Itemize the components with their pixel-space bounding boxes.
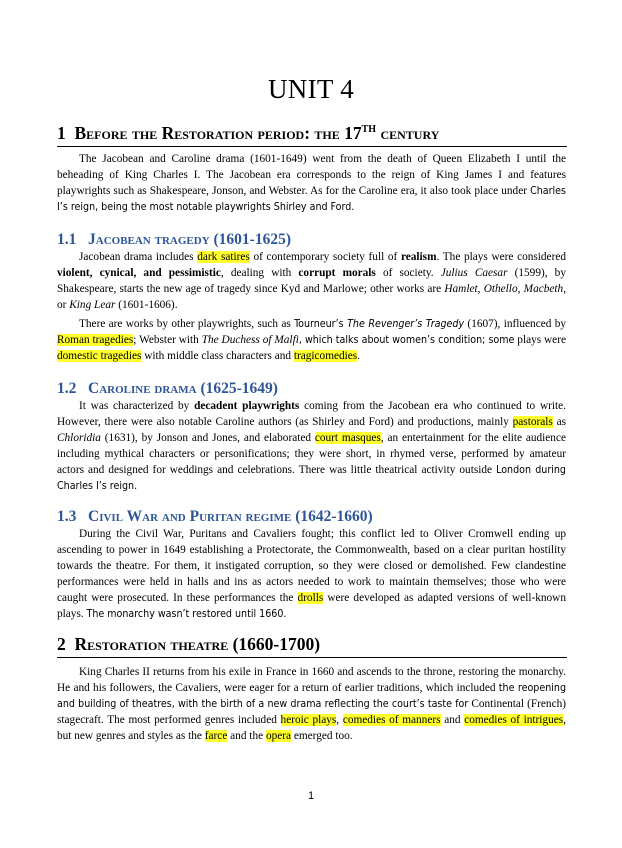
- text-run: of society.: [375, 267, 441, 279]
- subsection-1-3-paragraph: [57, 526, 566, 622]
- italic-title: Hamlet: [444, 283, 478, 295]
- italic-title: Chloridia: [57, 432, 101, 444]
- subsection-1-3-heading: [57, 508, 373, 526]
- subsection-1-1-paragraph-1: [57, 249, 566, 313]
- text-run: (1631), by Jonson and Jones, and elaborated: [100, 432, 315, 444]
- italic-title: The Revenger’s Tragedy: [347, 318, 465, 330]
- text-run: ,: [517, 283, 524, 295]
- text-run: There are works by other playwrights, such as: [79, 318, 295, 330]
- section-1-paragraph: [57, 151, 566, 215]
- highlight: comedies of manners: [342, 714, 441, 726]
- text-run: , which talks about women’s condition; some: [298, 334, 515, 346]
- text-run: coming from the Jacobean era who continued to write. However, there were also notable Caroline authors (as Shirley and Ford) and productions, mainly: [57, 400, 566, 428]
- text-run: Continental (French) stagecraft. The most performed genres included: [57, 698, 566, 726]
- highlight: drolls: [297, 592, 324, 604]
- section-1-heading: [57, 123, 567, 147]
- text-run: , dealing with: [220, 267, 299, 279]
- subsection-1-1-paragraph-2: [57, 316, 566, 364]
- highlight: farce: [204, 730, 228, 742]
- section-2-paragraph: [57, 664, 566, 744]
- text-run: , an entertainment for the elite audience including mythical characters or personifications; they were short, in rhymed verse, performed by amateur actors and designed for weddings and celebrations. There was little theatrical activity outside: [57, 432, 566, 476]
- section-2-title-b: (1660-1700): [228, 634, 321, 654]
- section-1-title-a: Before the: [74, 123, 162, 143]
- text-run: The monarchy wasn’t restored until 1660.: [86, 608, 287, 620]
- text-run: plays were: [514, 334, 566, 346]
- highlight: heroic plays: [280, 714, 337, 726]
- text-run: the reopening and building of theatres, with the birth of a new drama reflecting the court’s taste for: [57, 682, 567, 710]
- text-run: . The plays were considered: [436, 251, 566, 263]
- text-run: , but new genres and styles as the: [57, 714, 566, 742]
- subsection-1-2-heading: [57, 380, 278, 398]
- text-run: Tourneur’s: [294, 318, 348, 330]
- section-2-title-a: Restoration theatre: [74, 634, 229, 654]
- section-1-title-b: Restoration period: the 17: [161, 123, 362, 143]
- section-1-title-sup: TH: [361, 124, 377, 136]
- highlight: Roman tragedies: [57, 334, 134, 346]
- italic-title: King Lear: [69, 299, 116, 311]
- text-run: During the Civil War, Puritans and Cavaliers fought; this conflict led to Oliver Cromwell ending up ascending to power in 1649 establishing a Protectorate, the Commonwealth, based on a clear puritan hostility towards the theatre. For them, it instigated corruption, so they were closed or demolished. Few clandestine performances were held in halls and ins as actors needed to work to maintain themselves; those who were caught were prosecuted. In these performances the: [57, 528, 566, 604]
- text-run: as: [552, 416, 566, 428]
- subsection-1-2-paragraph: [57, 398, 566, 494]
- italic-title: Macbeth: [523, 283, 564, 295]
- highlight: tragicomedies: [293, 350, 358, 362]
- text-run: It was characterized by: [79, 400, 195, 412]
- text-run: with middle class characters and: [141, 350, 294, 362]
- highlight: pastorals: [512, 416, 553, 428]
- subsection-number: 1.2: [57, 380, 77, 397]
- highlight: opera: [265, 730, 292, 742]
- text-run: King Charles II returns from his exile in France in 1660 and ascends to the throne, restoring the monarchy. He and his followers, the Cavaliers, were eager for a return of earlier traditions, which included: [57, 666, 566, 694]
- italic-title: Julius Caesar: [440, 267, 508, 279]
- page-number: 1: [307, 790, 315, 802]
- text-run: ,: [477, 283, 484, 295]
- subsection-1-1-heading: [57, 231, 291, 249]
- text-run: The Jacobean and Caroline drama (1601-1649) went from the death of Queen Elizabeth I until the beheading of King Charles I. The Jacobean era corresponds to the reign of King James I and features playwrights such as Shakespeare, Jonson, and Webster. As for the Caroline era, it also took place under: [57, 153, 566, 197]
- subsection-title: Civil War and Puritan regime (1642-1660): [88, 508, 373, 525]
- subsection-title: Caroline drama (1625-1649): [88, 380, 278, 397]
- text-run: Jacobean drama includes: [79, 251, 198, 263]
- text-run: ,: [336, 714, 343, 726]
- text-run: emerged too.: [291, 730, 353, 742]
- italic-title: The Duchess of Malfi: [201, 334, 299, 346]
- subsection-number: 1.3: [57, 508, 77, 525]
- highlight: dark satires: [197, 251, 250, 263]
- italic-title: Othello: [483, 283, 518, 295]
- highlight: comedies of intrigues: [464, 714, 564, 726]
- subsection-title: Jacobean tragedy (1601-1625): [88, 231, 291, 248]
- text-run: (1601-1606).: [115, 299, 178, 311]
- text-run: of contemporary society full of: [249, 251, 401, 263]
- text-run: ; Webster with: [133, 334, 202, 346]
- highlight: domestic tragedies: [57, 350, 142, 362]
- unit-title: UNIT 4: [267, 74, 355, 104]
- text-run: (1607), influenced by: [464, 318, 566, 330]
- text-run: Charles I’s reign, being the most notable playwrights Shirley and Ford.: [57, 185, 566, 213]
- section-2-heading: [57, 634, 567, 658]
- text-run: .: [357, 350, 361, 362]
- subsection-number: 1.1: [57, 231, 77, 248]
- section-1-number: 1: [57, 123, 66, 143]
- text-run: were developed as adapted versions of well-known plays.: [57, 592, 566, 620]
- section-2-number: 2: [57, 634, 66, 654]
- section-1-title-c: century: [376, 123, 440, 143]
- text-run: London during Charles I’s reign.: [57, 464, 566, 492]
- text-run: (1599), by Shakespeare, starts the new age of tragedy since Kyd and Marlowe; other works are: [57, 267, 566, 295]
- text-run: and: [440, 714, 465, 726]
- bold-text: corrupt morals: [298, 267, 376, 279]
- highlight: court masques: [314, 432, 381, 444]
- bold-text: decadent playwrights: [194, 400, 300, 412]
- bold-text: violent, cynical, and pessimistic: [57, 267, 221, 279]
- text-run: and the: [227, 730, 266, 742]
- text-run: , or: [57, 283, 567, 311]
- bold-text: realism: [400, 251, 437, 263]
